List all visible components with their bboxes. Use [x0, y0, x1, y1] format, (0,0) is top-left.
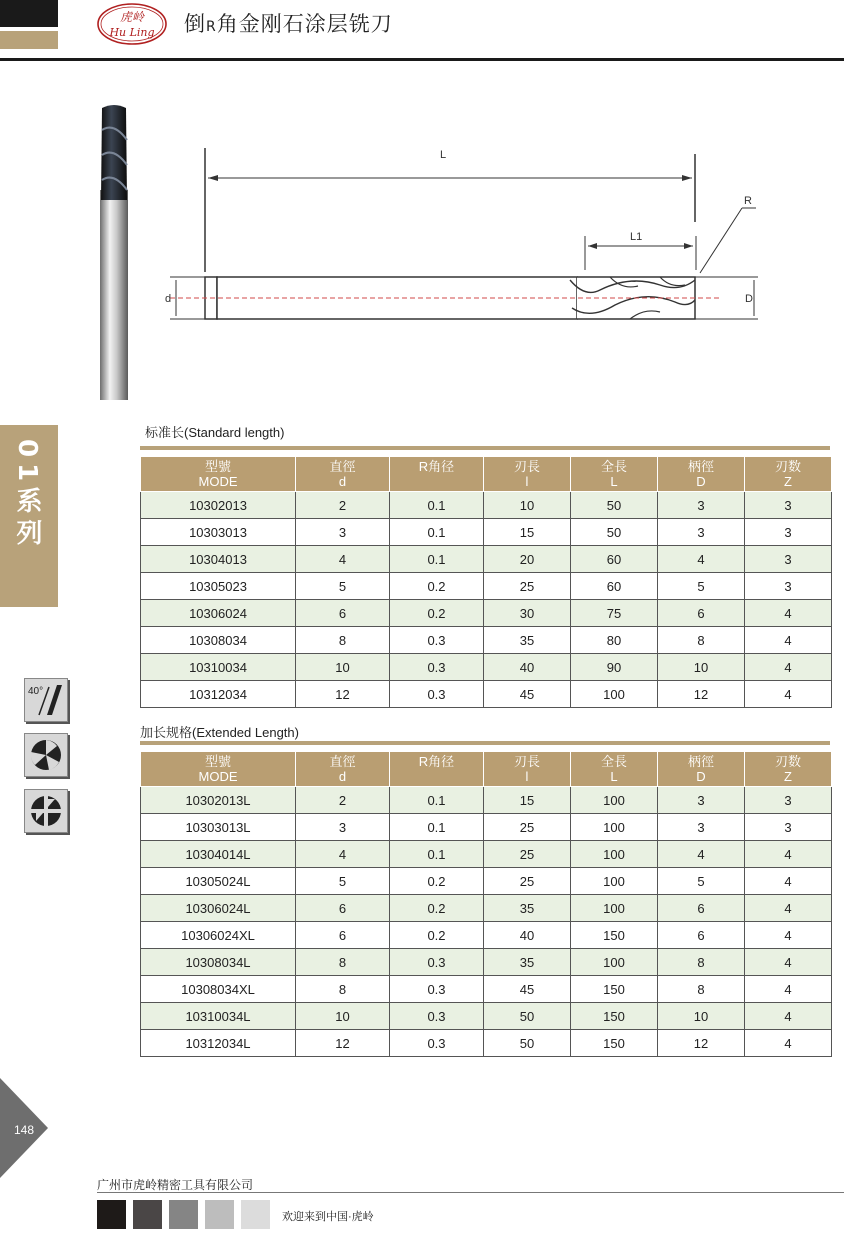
column-header-cn: 刃長: [513, 459, 540, 474]
table-cell: 0.1: [390, 841, 484, 868]
extended-section-title: 加长规格(Extended Length): [140, 725, 299, 740]
page-title: 倒R角金刚石涂层铣刀: [184, 12, 393, 36]
table-cell: 6: [296, 600, 390, 627]
table-cell: 3: [296, 519, 390, 546]
model-cell: 10308034: [141, 627, 296, 654]
column-header-en: l: [525, 769, 529, 784]
column-header: [296, 457, 390, 492]
color-swatch: [133, 1200, 162, 1229]
column-header: [296, 752, 390, 787]
table-cell: 4: [745, 1003, 832, 1030]
column-header-cn: 直徑: [329, 459, 356, 474]
helix-angle-label: 40°: [28, 686, 44, 697]
color-swatch: [205, 1200, 234, 1229]
table-cell: 150: [571, 1030, 658, 1057]
extended-length-table: [140, 751, 832, 1057]
model-cell: 10312034L: [141, 1030, 296, 1057]
table-cell: 10: [484, 492, 571, 519]
model-cell: 10302013L: [141, 787, 296, 814]
table-cell: 6: [296, 895, 390, 922]
table-cell: 100: [571, 895, 658, 922]
table-cell: 4: [745, 922, 832, 949]
model-cell: 10306024L: [141, 895, 296, 922]
table-cell: 50: [484, 1003, 571, 1030]
table-cell: 40: [484, 654, 571, 681]
table-cell: 80: [571, 627, 658, 654]
table-cell: 4: [745, 681, 832, 708]
table-cell: 0.1: [390, 492, 484, 519]
logo-en-text: Hu Ling: [109, 26, 155, 39]
table-cell: 3: [745, 787, 832, 814]
table-cell: 12: [296, 1030, 390, 1057]
column-header: [745, 752, 832, 787]
table-cell: 8: [658, 627, 745, 654]
table-row: [141, 1030, 832, 1057]
table-cell: 0.2: [390, 573, 484, 600]
column-header: [658, 457, 745, 492]
table-cell: 0.1: [390, 787, 484, 814]
header-black-block: [0, 0, 58, 27]
column-header: [390, 752, 484, 787]
table-row: [141, 600, 832, 627]
dimension-drawing: [160, 140, 760, 330]
color-swatch: [241, 1200, 270, 1229]
table-cell: 60: [571, 546, 658, 573]
table-cell: 6: [658, 895, 745, 922]
color-swatch: [97, 1200, 126, 1229]
table-cell: 3: [296, 814, 390, 841]
table-cell: 0.2: [390, 922, 484, 949]
column-header-en: D: [696, 474, 706, 489]
table-row: [141, 681, 832, 708]
table-cell: 6: [658, 922, 745, 949]
welcome-text: 欢迎来到中国·虎岭: [282, 1211, 374, 1223]
table-row: [141, 654, 832, 681]
table-cell: 35: [484, 895, 571, 922]
column-header-en: [390, 769, 483, 784]
column-header-cn: 直徑: [329, 754, 356, 769]
end-mill-photo: [90, 100, 140, 405]
table-cell: 50: [571, 519, 658, 546]
table-row: [141, 492, 832, 519]
table-cell: 8: [658, 949, 745, 976]
table-cell: 150: [571, 976, 658, 1003]
series-tab: [0, 425, 58, 607]
table-cell: 45: [484, 976, 571, 1003]
table-cell: 4: [296, 546, 390, 573]
table-cell: 100: [571, 841, 658, 868]
table-cell: 3: [658, 787, 745, 814]
table-cell: 0.2: [390, 600, 484, 627]
table-row: [141, 814, 832, 841]
table-cell: 25: [484, 841, 571, 868]
logo-cn-text: 虎岭: [119, 10, 145, 24]
table-cell: 25: [484, 814, 571, 841]
table-cell: 12: [658, 681, 745, 708]
table-cell: 12: [296, 681, 390, 708]
table-cell: 4: [745, 600, 832, 627]
table-cell: 8: [296, 627, 390, 654]
table-cell: 8: [296, 949, 390, 976]
table-row: [141, 546, 832, 573]
table-cell: 75: [571, 600, 658, 627]
table-cell: 50: [484, 1030, 571, 1057]
table-cell: 2: [296, 787, 390, 814]
table-cell: 4: [745, 868, 832, 895]
label-R: R: [744, 195, 752, 207]
column-header-cn: 柄徑: [687, 459, 714, 474]
column-header: [658, 752, 745, 787]
table-cell: 20: [484, 546, 571, 573]
label-d: d: [165, 293, 172, 305]
table-row: [141, 949, 832, 976]
column-header: [484, 457, 571, 492]
model-cell: 10308034XL: [141, 976, 296, 1003]
table-cell: 10: [296, 1003, 390, 1030]
table-cell: 5: [658, 868, 745, 895]
four-flute-icon: [24, 789, 68, 833]
standard-length-table: [140, 456, 832, 708]
model-cell: 10305024L: [141, 868, 296, 895]
model-cell: 10310034L: [141, 1003, 296, 1030]
table-cell: 3: [745, 573, 832, 600]
column-header: [484, 752, 571, 787]
table-cell: 3: [658, 519, 745, 546]
table-cell: 0.3: [390, 654, 484, 681]
table-cell: 3: [658, 492, 745, 519]
table-cell: 4: [296, 841, 390, 868]
table-cell: 8: [296, 976, 390, 1003]
model-cell: 10310034: [141, 654, 296, 681]
column-header-en: MODE: [198, 769, 238, 784]
hu-ling-logo: [96, 2, 168, 46]
model-cell: 10302013: [141, 492, 296, 519]
label-D: D: [745, 293, 753, 305]
model-cell: 10312034: [141, 681, 296, 708]
table-row: [141, 841, 832, 868]
model-cell: 10303013L: [141, 814, 296, 841]
column-header: [390, 457, 484, 492]
table-cell: 0.2: [390, 868, 484, 895]
table-cell: 4: [658, 841, 745, 868]
table-cell: 6: [296, 922, 390, 949]
table-cell: 35: [484, 627, 571, 654]
table-cell: 5: [296, 868, 390, 895]
table-cell: 0.3: [390, 681, 484, 708]
table-cell: 10: [658, 1003, 745, 1030]
column-header-cn: R角径: [418, 754, 455, 769]
table-cell: 60: [571, 573, 658, 600]
table-cell: 6: [658, 600, 745, 627]
table-cell: 25: [484, 573, 571, 600]
column-header: [571, 752, 658, 787]
table-cell: 4: [745, 1030, 832, 1057]
table-cell: 35: [484, 949, 571, 976]
table-row: [141, 627, 832, 654]
table-cell: 8: [658, 976, 745, 1003]
column-header: [745, 457, 832, 492]
model-cell: 10306024: [141, 600, 296, 627]
table-cell: 40: [484, 922, 571, 949]
table-cell: 0.3: [390, 627, 484, 654]
helix-angle-icon: [24, 678, 68, 722]
table-cell: 0.1: [390, 546, 484, 573]
column-header: [571, 457, 658, 492]
column-header-cn: 全長: [600, 754, 627, 769]
model-cell: 10304013: [141, 546, 296, 573]
column-header-cn: 型號: [204, 754, 231, 769]
table-cell: 150: [571, 1003, 658, 1030]
series-label: 01系列: [12, 439, 42, 552]
table-cell: 12: [658, 1030, 745, 1057]
column-header-cn: 型號: [204, 459, 231, 474]
column-header-cn: 刃数: [774, 754, 801, 769]
table-cell: 15: [484, 787, 571, 814]
table-cell: 4: [745, 654, 832, 681]
column-header-cn: 刃数: [774, 459, 801, 474]
page-number: 148: [14, 1123, 35, 1137]
table-row: [141, 895, 832, 922]
table-cell: 3: [745, 814, 832, 841]
table-cell: 4: [745, 627, 832, 654]
table-cell: 3: [745, 546, 832, 573]
table-cell: 0.3: [390, 976, 484, 1003]
table-cell: 0.3: [390, 1003, 484, 1030]
model-cell: 10304014L: [141, 841, 296, 868]
table-cell: 0.1: [390, 814, 484, 841]
table-cell: 0.3: [390, 1030, 484, 1057]
column-header-en: Z: [784, 769, 792, 784]
company-name: 广州市虎岭精密工具有限公司: [97, 1178, 254, 1192]
table-row: [141, 573, 832, 600]
table-cell: 0.2: [390, 895, 484, 922]
table-cell: 15: [484, 519, 571, 546]
model-cell: 10306024XL: [141, 922, 296, 949]
column-header-en: d: [338, 474, 347, 489]
column-header-en: [390, 474, 483, 489]
column-header-en: l: [525, 474, 529, 489]
table-row: [141, 787, 832, 814]
column-header-en: L: [610, 769, 618, 784]
table-cell: 0.1: [390, 519, 484, 546]
column-header-cn: 刃長: [513, 754, 540, 769]
table-row: [141, 922, 832, 949]
table-cell: 10: [296, 654, 390, 681]
table-cell: 4: [745, 976, 832, 1003]
table-row: [141, 868, 832, 895]
table-cell: 0.3: [390, 949, 484, 976]
standard-section-title: 标准长(Standard length): [145, 425, 285, 440]
standard-gold-bar: [140, 446, 830, 450]
table-cell: 150: [571, 922, 658, 949]
table-cell: 3: [745, 519, 832, 546]
table-cell: 50: [571, 492, 658, 519]
model-cell: 10305023: [141, 573, 296, 600]
three-flute-icon: [24, 733, 68, 777]
table-cell: 100: [571, 681, 658, 708]
column-header-en: D: [696, 769, 706, 784]
column-header-en: d: [338, 769, 347, 784]
column-header: [141, 752, 296, 787]
column-header-cn: 全長: [600, 459, 627, 474]
model-cell: 10303013: [141, 519, 296, 546]
table-cell: 25: [484, 868, 571, 895]
table-cell: 10: [658, 654, 745, 681]
table-cell: 100: [571, 787, 658, 814]
table-cell: 45: [484, 681, 571, 708]
table-row: [141, 976, 832, 1003]
table-cell: 5: [296, 573, 390, 600]
label-L1: L1: [630, 231, 643, 243]
column-header: [141, 457, 296, 492]
color-swatch: [169, 1200, 198, 1229]
label-L: L: [440, 149, 447, 161]
model-cell: 10308034L: [141, 949, 296, 976]
column-header-en: L: [610, 474, 618, 489]
extended-gold-bar: [140, 741, 830, 745]
column-header-en: Z: [784, 474, 792, 489]
table-cell: 100: [571, 949, 658, 976]
table-cell: 4: [745, 841, 832, 868]
table-cell: 5: [658, 573, 745, 600]
footer-rule: [97, 1192, 844, 1193]
table-cell: 4: [745, 895, 832, 922]
table-cell: 90: [571, 654, 658, 681]
column-header-cn: R角径: [418, 459, 455, 474]
table-row: [141, 1003, 832, 1030]
table-cell: 4: [745, 949, 832, 976]
table-cell: 3: [745, 492, 832, 519]
table-cell: 4: [658, 546, 745, 573]
column-header-cn: 柄徑: [687, 754, 714, 769]
table-row: [141, 519, 832, 546]
table-cell: 3: [658, 814, 745, 841]
table-cell: 30: [484, 600, 571, 627]
header-rule: [0, 58, 844, 61]
column-header-en: MODE: [198, 474, 238, 489]
table-cell: 100: [571, 814, 658, 841]
table-cell: 2: [296, 492, 390, 519]
table-cell: 100: [571, 868, 658, 895]
header-gold-block: [0, 31, 58, 49]
